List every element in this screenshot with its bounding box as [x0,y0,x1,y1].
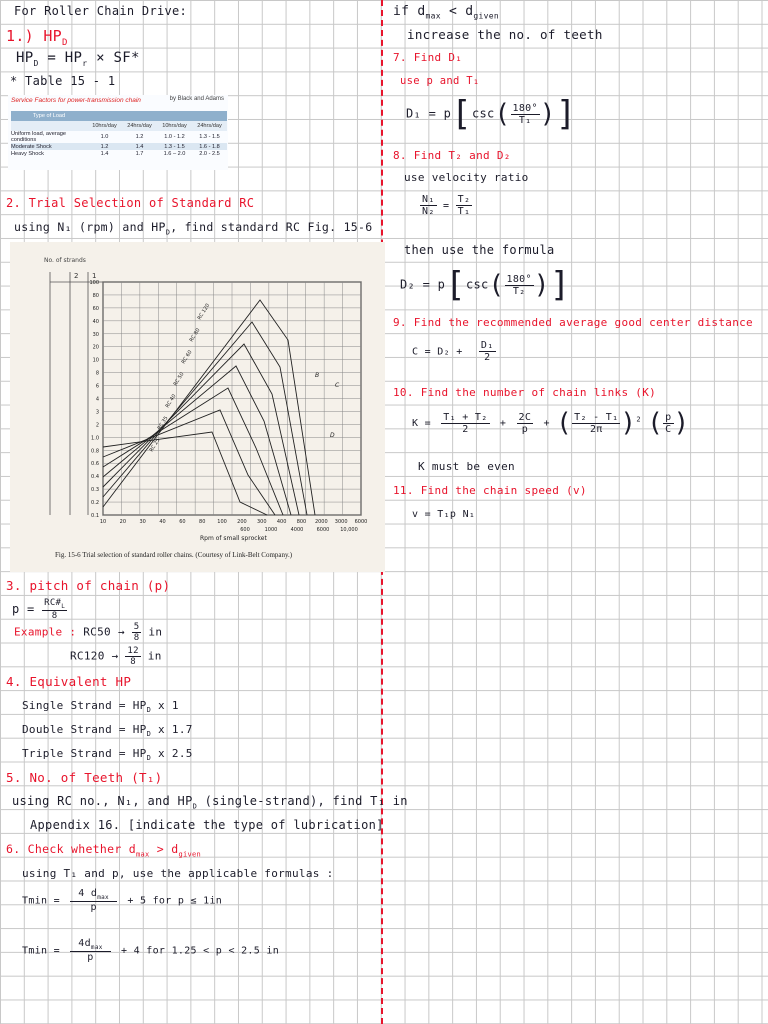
y-tick-labels [89,280,99,519]
s11-formula: v = T₁p N₁ [412,509,476,520]
s1-heading: 1.) $HP_D$ [6,27,68,48]
y-tick-label: 2 [95,422,99,429]
sf-col: 10hrs/day [87,121,122,131]
y-tick-label: 8 [95,370,99,377]
s2-text: using N₁ (rpm) and $HP_D$, find standard RC Fig. 15-6 [14,220,373,237]
y-tick-label: 0.1 [91,513,99,519]
s10-formula: K = $\frac{\text{T₁ + T₂}}{2}$ + $\frac{2C}{p}$ + ( $\frac{\text{T₂ - T₁}}{2\pi}$ )$^2$ ( $\frac{p}{C}$ ) [412,408,690,438]
s7-text: use p and T₁ [400,75,480,87]
s5-heading: 5. No. of Teeth (T₁) [6,770,163,785]
y-tick-label: 1.0 [91,435,99,442]
y-tick-label: 4 [95,396,99,403]
s3-formula: p = $\frac{RC\#_L}{8}$ [12,598,66,621]
s6-heading: 6. Check whether $d_{max} > d_{given}$ [6,842,202,859]
rc-label: RC 50 [172,371,186,388]
s10-heading: 10. Find the number of chain links (K) [393,386,657,399]
y-tick-label: 0.8 [91,448,99,455]
rc-line [103,300,315,515]
rc-label: RC 25 [148,437,162,454]
sf-col: 24hrs/day [122,121,157,131]
s7-formula: D₁ = p[csc( $\frac{180^\circ}{\text{T₁}}$ )] [406,94,577,134]
curve-label: B [315,372,320,379]
x-tick-label: 2000 [314,519,328,525]
chart-svg [10,242,385,572]
rc-line [103,322,307,515]
s9-heading: 9. Find the recommended average good center distance [393,316,753,329]
table-row: Uniform load, average conditions 1.0 1.2 1.0 - 1.2 1.3 - 1.5 [11,131,220,143]
x-tick-label: 6000 [354,519,368,525]
rc-line [103,432,267,515]
s1-formula: $HP_D = HP_r \times SF*$ [16,50,140,68]
y-tick-label: 0.6 [91,461,99,468]
s3-example-2: RC120 → $\frac{12}{8}$ in [70,646,162,667]
sf-table-grid [11,111,227,157]
sf-table-title: Service Factors for power-transmission chain [11,97,141,104]
s4-heading: 4. Equivalent HP [6,674,132,689]
x-tick-label: 6000 [316,527,330,533]
chart-caption: Fig. 15-6 Trial selection of standard roller chains. (Courtesy of Link-Belt Company.) [55,551,293,559]
y-tick-label: 6 [95,383,99,390]
y-tick-label: 80 [92,292,99,299]
rc-selection-chart [10,242,385,572]
r1-line1: if $d_{max} < d_{given}$ [393,4,499,21]
sf-header-type: Type of Load [11,111,87,121]
x-tick-label: 4000 [290,527,304,533]
table-row: Moderate Shock 1.2 1.4 1.3 - 1.5 1.6 - 1.8 [11,143,227,150]
y-tick-label: 20 [92,344,99,351]
x-tick-label: 40 [159,519,166,525]
page-title: For Roller Chain Drive: [14,4,188,18]
s8-then: then use the formula [404,243,555,257]
y-tick-label: 0.2 [91,500,99,507]
rc-line [103,410,275,515]
s9-formula: C = D₂ + $\frac{\text{D₁}}{2}$ [412,340,494,363]
x-tick-label: 20 [119,519,127,525]
s1-table-note: * Table 15 - 1 [10,74,116,88]
y-tick-label: 100 [89,280,99,286]
s7-heading: 7. Find D₁ [393,51,463,64]
sf-table-credit: by Black and Adams [169,96,224,102]
s10-note: K must be even [418,460,515,473]
s3-example: Example : RC50 → $\frac{5}{8}$ in [14,622,163,643]
s6-formula-1: Tmin = $\frac{4 d_{max}}{p}$ + 5 for p ≤ 1in [22,888,223,913]
y-tick-label: 0.3 [91,487,99,494]
rc-label: RC 40 [164,393,178,410]
s8-formula: D₂ = p[csc( $\frac{180^\circ}{\text{T₂}}$ )] [400,265,571,305]
y-tick-label: 0.4 [91,474,99,481]
s8-heading: 8. Find T₂ and D₂ [393,149,511,162]
rc-label: RC 60 [180,349,194,366]
rc-line [103,388,283,515]
y-tick-label: 10 [92,357,99,364]
s6-formula-2: Tmin = $\frac{4d_{max}}{p}$ + 4 for 1.25 < p < 2.5 in [22,938,280,963]
sf-col: 24hrs/day [192,121,227,131]
s8-text: use velocity ratio [404,171,529,184]
y-tick-label: 30 [92,331,99,338]
rc-label: RC 35 [156,415,170,432]
s8-velocity-ratio: $\frac{\text{N₁}}{\text{N₂}}$ = $\frac{\text{T₂}}{\text{T₁}}$ [422,194,471,217]
y-tick-label: 60 [92,305,99,312]
strand-col-1: 1 [92,272,97,280]
rc-label: RC 120 [196,302,212,322]
s4-single: Single Strand = $HP_D$ x 1 [22,699,179,715]
service-factor-table [8,95,228,170]
curve-label: C [335,382,340,389]
x-tick-label: 10,000 [340,527,358,533]
s5-text: using RC no., N₁, and $HP_D$ (single-strand), find T₁ in [12,794,408,811]
x-axis-label: Rpm of small sprocket [200,535,267,542]
x-tick-label: 600 [240,527,250,533]
y-tick-label: 40 [92,318,99,325]
s4-double: Double Strand = $HP_D$ x 1.7 [22,723,193,739]
s3-heading: 3. pitch of chain (p) [6,578,171,593]
s5-text-2: Appendix 16. [indicate the type of lubrication] [30,818,384,832]
curve-label: D [330,432,335,439]
strand-col-2: 2 [74,272,79,280]
x-tick-label: 10 [99,519,107,525]
x-tick-label: 400 [276,519,287,525]
rc-label: RC 80 [188,327,202,344]
sf-col: 10hrs/day [157,121,192,131]
x-tick-label: 3000 [334,519,348,525]
x-tick-label: 80 [199,519,206,525]
s2-heading: 2. Trial Selection of Standard RC [6,196,255,210]
x-tick-label: 100 [217,519,227,525]
x-tick-label: 800 [296,519,307,525]
y-tick-label: 3 [95,409,99,416]
x-tick-labels [100,519,368,533]
x-tick-label: 1000 [264,527,278,533]
rc-line [103,366,291,515]
x-tick-label: 200 [237,519,247,525]
s6-text: using T₁ and p, use the applicable formulas : [22,867,334,880]
s11-heading: 11. Find the chain speed (v) [393,484,587,497]
rc-lines [103,300,340,515]
x-tick-label: 300 [256,519,267,525]
r1-line2: increase the no. of teeth [407,27,603,42]
x-tick-label: 60 [179,519,186,525]
x-tick-label: 30 [139,519,146,525]
strands-header: No. of strands [44,257,86,264]
s4-triple: Triple Strand = $HP_D$ x 2.5 [22,747,193,763]
table-row: Heavy Shock 1.4 1.7 1.6 – 2.0 2.0 - 2.5 [11,150,220,157]
